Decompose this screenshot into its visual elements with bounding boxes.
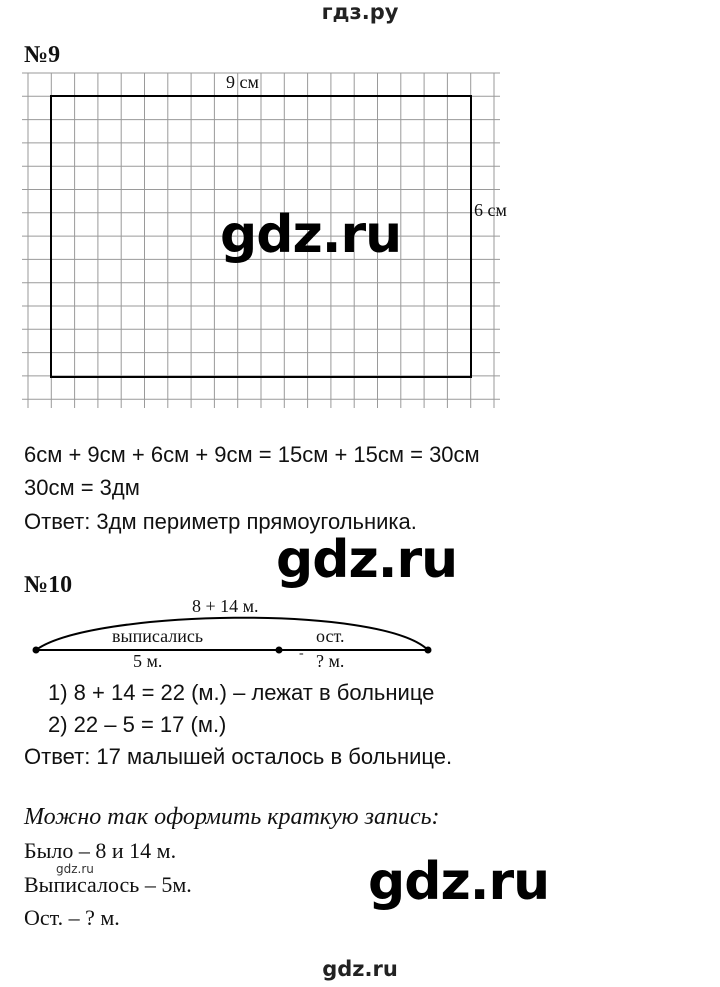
site-header: гдз.ру [321,0,399,24]
task10-answer: Ответ: 17 малышей осталось в больнице. [24,744,453,769]
watermark-main: gdz.ru [220,205,402,265]
watermark-3: gdz.ru [368,852,550,912]
task10-step-2: 2) 22 – 5 = 17 (м.) [48,712,227,737]
diagram-right-top: ост. [316,626,345,646]
task9-number: №9 [24,42,61,68]
task10-note: Можно так оформить краткую запись: [24,804,440,830]
task10-number: №10 [24,572,73,598]
point-end [425,647,432,654]
diagram-top-label: 8 + 14 м. [192,596,259,616]
diagram-right-bottom: ? м. [316,651,345,671]
task9-line-1: 6см + 9см + 6см + 9см = 15см + 15см = 30см [24,442,480,467]
footer-watermark: gdz.ru [322,957,398,981]
short-line-3: Ост. – ? м. [24,905,120,930]
point-start [33,647,40,654]
total-arc [36,618,428,650]
diagram-left-top: выписались [112,626,204,646]
watermark-small: gdz.ru [56,862,94,876]
segment-diagram [0,590,720,670]
task10-step-1: 1) 8 + 14 = 22 (м.) – лежат в больнице [48,680,435,705]
diagram-left-bottom: 5 м. [133,651,163,671]
rect-side-label: 6 см [474,200,507,220]
task9-answer: Ответ: 3дм периметр прямоугольника. [24,509,417,534]
diagram-dash: - [299,646,304,661]
rect-top-label: 9 см [226,72,259,92]
task9-line-2: 30см = 3дм [24,475,140,500]
short-line-1: Было – 8 и 14 м. [24,838,177,863]
watermark-2: gdz.ru [276,530,458,590]
point-middle [276,647,283,654]
short-line-2: Выписалось – 5м. [24,872,192,897]
